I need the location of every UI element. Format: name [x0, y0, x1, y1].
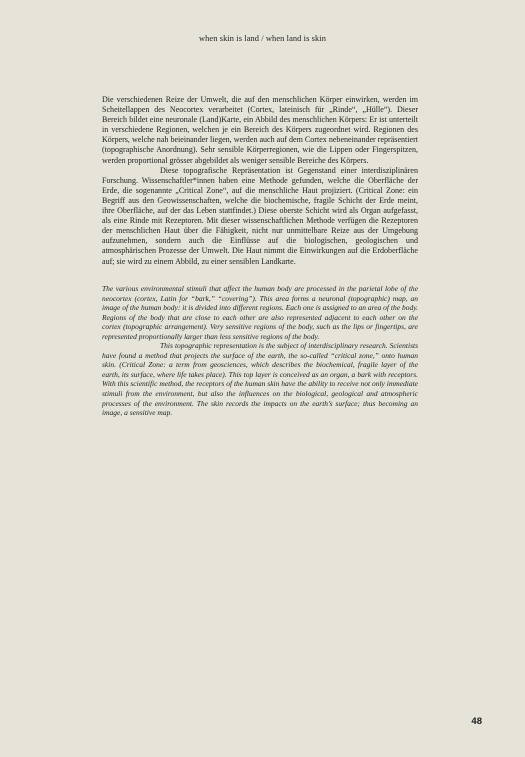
english-paragraph-2: This topographic representation is the subject of interdisciplinary research. Scientists have found a method that projects the surface of the earth, the so-called “critical zone,” onto human skin. (Critical Zone: a term from geosciences, which describes the biochemical, fragile layer of the earth, its surface, where life takes place). This top layer is conceived as an organ, a bark with receptors. With this scientific method, the receptors of the human skin have the ability to receive not only immediate stimuli from the environment, but also the influences on the biological, geological and atmospheric processes of the environment. The skin records the impacts on the earth’s surface; thus becoming an image, a sensitive map. [102, 341, 418, 418]
page-number: 48 [471, 716, 482, 727]
german-paragraph-2: Diese topografische Repräsentation ist Gegenstand einer interdisziplinären Forschung. Wissenschaftler*innen haben eine Methode gefunden, welche die Oberfläche der Erde, die sogenannte „Critical Zone“, auf die menschliche Haut projiziert. (Critical Zone: ein Begriff aus den Geowissenschaften, welche die biochemische, fragile Schicht der Erde meint, ihre Oberfläche, auf der das Leben stattfindet.) Diese oberste Schicht wird als Organ aufgefasst, als eine Rinde mit Rezeptoren. Mit dieser wissenschaftlichen Methode verfügen die Rezeptoren der menschlichen Haut über die Fähigkeit, nicht nur unmittelbare Reize aus der Umgebung aufzunehmen, sondern auch die Einflüsse auf die biologischen, geologischen und atmosphärischen Prozesse der Umwelt. Die Haut nimmt die Einwirkungen auf die Erdoberfläche auf; sie wird zu einem Abbild, zu einer sensiblen Landkarte. [102, 165, 418, 266]
german-paragraph-1: Die verschiedenen Reize der Umwelt, die auf den menschlichen Körper einwirken, werden im Scheitellappen des Neocortex verarbeitet (Cortex, lateinisch für „Rinde“, „Hülle“). Dieser Bereich bildet eine neuronale (Land)Karte, ein Abbild des menschlichen Körpers: Er ist unterteilt in verschiedene Regionen, welchen je ein Bereich des Körpers zugeordnet wird. Regionen des Körpers, welche nah beieinander liegen, werden auch auf dem Cortex nebeneinander repräsentiert (topographische Anordnung). Sehr sensible Körperregionen, wie die Lippen oder Fingerspitzen, werden proportional grösser abgebildet als weniger sensible Bereiche des Körpers. [102, 95, 418, 165]
german-text-block [102, 95, 418, 267]
running-head: when skin is land / when land is skin [199, 34, 326, 43]
english-text-block [102, 284, 418, 418]
english-paragraph-1: The various environmental stimuli that affect the human body are processed in the parietal lobe of the neocortex (cortex, Latin for “bark,” “covering”). This area forms a neuronal (topographic) map, an image of the human body: it is divided into different regions. Each one is assigned to an area of the body. Regions of the body that are close to each other are also represented adjacent to each other on the cortex (topographic arrangement). Very sensitive regions of the body, such as the lips or fingertips, are represented proportionally larger than less sensitive regions of the body. [102, 284, 418, 341]
